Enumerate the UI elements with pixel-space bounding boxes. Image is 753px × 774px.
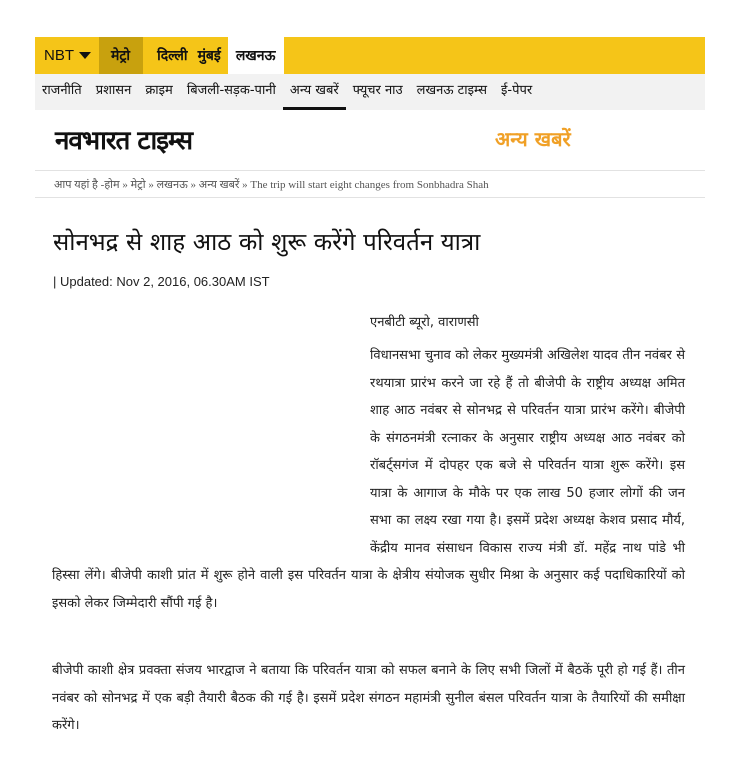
city-tab-lucknow[interactable]: लखनऊ bbox=[228, 37, 284, 74]
article-paragraph-1: विधानसभा चुनाव को लेकर मुख्यमंत्री अखिलेश यादव तीन नवंबर से रथयात्रा प्रारंभ करने जा रहे हैं तो बीजेपी के राष्ट्रीय अध्यक्ष अमित शाह आठ नवंबर से सोनभद्र से परिवर्तन यात्रा प्रारंभ करेंगे। बीजेपी के संगठनमंत्री रत्नाकर के अनुसार राष्ट्रीय अध्यक्ष आठ नवंबर को रॉबर्ट्सगंज में दोपहर एक बजे से परिवर्तन यात्रा शुरू करेंगे। इस यात्रा के आगाज के मौके पर एक लाख 50 हजार लोगों की जन सभा का लक्ष्य रखा गया है। इसमें प्रदेश अध्यक्ष केशव प्रसाद मौर्य, केंद्रीय मानव संसाधन विकास राज्य मंत्री डॉ. महेंद्र नाथ पांडे भी हिस्सा लेंगे। बीजेपी काशी प्रांत में शुरू होने वाली इस परिवर्तन यात्रा के क्षेत्रीय संयोजक सुधीर मिश्रा के अनुसार कई पदाधिकारियों को इसको लेकर जिम्मेदारी सौंपी गई है। bbox=[52, 348, 685, 611]
article-body bbox=[52, 342, 685, 617]
nbt-label: NBT bbox=[44, 47, 74, 64]
breadcrumb: आप यहां है -होम » मेट्रो » लखनऊ » अन्य खबरें » The trip will start eight changes from Sonbhadra Shah bbox=[35, 170, 705, 198]
section-nav bbox=[35, 74, 705, 110]
breadcrumb-home[interactable]: होम bbox=[104, 179, 120, 191]
breadcrumb-prefix: आप यहां है - bbox=[54, 179, 105, 191]
nav-item-other-news[interactable]: अन्य खबरें bbox=[283, 74, 346, 110]
city-tab-mumbai[interactable]: मुंबई bbox=[197, 48, 221, 64]
section-title: अन्य खबरें bbox=[495, 127, 571, 151]
nav-item-crime[interactable]: क्राइम bbox=[145, 83, 173, 98]
nav-item-lucknow-times[interactable]: लखनऊ टाइम्स bbox=[416, 83, 487, 98]
site-logo[interactable]: नवभारत टाइम्स bbox=[55, 126, 193, 156]
breadcrumb-metro[interactable]: मेट्रो bbox=[130, 179, 146, 191]
article-byline: एनबीटी ब्यूरो, वाराणसी bbox=[370, 315, 479, 330]
article-paragraph-2: बीजेपी काशी क्षेत्र प्रवक्ता संजय भारद्वाज ने बताया कि परिवर्तन यात्रा को सफल बनाने के लिए सभी जिलों में बैठकें पूरी हो गई हैं। तीन नवंबर को सोनभद्र में एक बड़ी तैयारी बैठक की गई है। इसमें प्रदेश संगठन महामंत्री सुनील बंसल परिवर्तन यात्रा के तैयारियों की समीक्षा करेंगे। bbox=[52, 663, 685, 733]
breadcrumb-other-news[interactable]: अन्य खबरें bbox=[198, 179, 240, 191]
nav-item-epaper[interactable]: ई-पेपर bbox=[501, 83, 533, 98]
nav-item-future-now[interactable]: फ्यूचर नाउ bbox=[352, 83, 403, 98]
city-tab-delhi[interactable]: दिल्ली bbox=[157, 48, 188, 64]
image-placeholder bbox=[52, 342, 370, 554]
nav-item-utilities[interactable]: बिजली-सड़क-पानी bbox=[186, 83, 276, 98]
city-tab-metro[interactable]: मेट्रो bbox=[99, 37, 143, 74]
top-city-bar bbox=[35, 37, 705, 74]
nav-item-politics[interactable]: राजनीति bbox=[42, 83, 82, 98]
breadcrumb-current: The trip will start eight changes from Sonbhadra Shah bbox=[250, 179, 489, 191]
breadcrumb-lucknow[interactable]: लखनऊ bbox=[156, 179, 188, 191]
nbt-menu-button[interactable] bbox=[35, 37, 99, 74]
article-updated-time: | Updated: Nov 2, 2016, 06.30AM IST bbox=[53, 274, 270, 289]
article-headline: सोनभद्र से शाह आठ को शुरू करेंगे परिवर्तन यात्रा bbox=[53, 228, 481, 256]
chevron-down-icon bbox=[79, 52, 91, 59]
nav-item-administration[interactable]: प्रशासन bbox=[95, 83, 132, 98]
